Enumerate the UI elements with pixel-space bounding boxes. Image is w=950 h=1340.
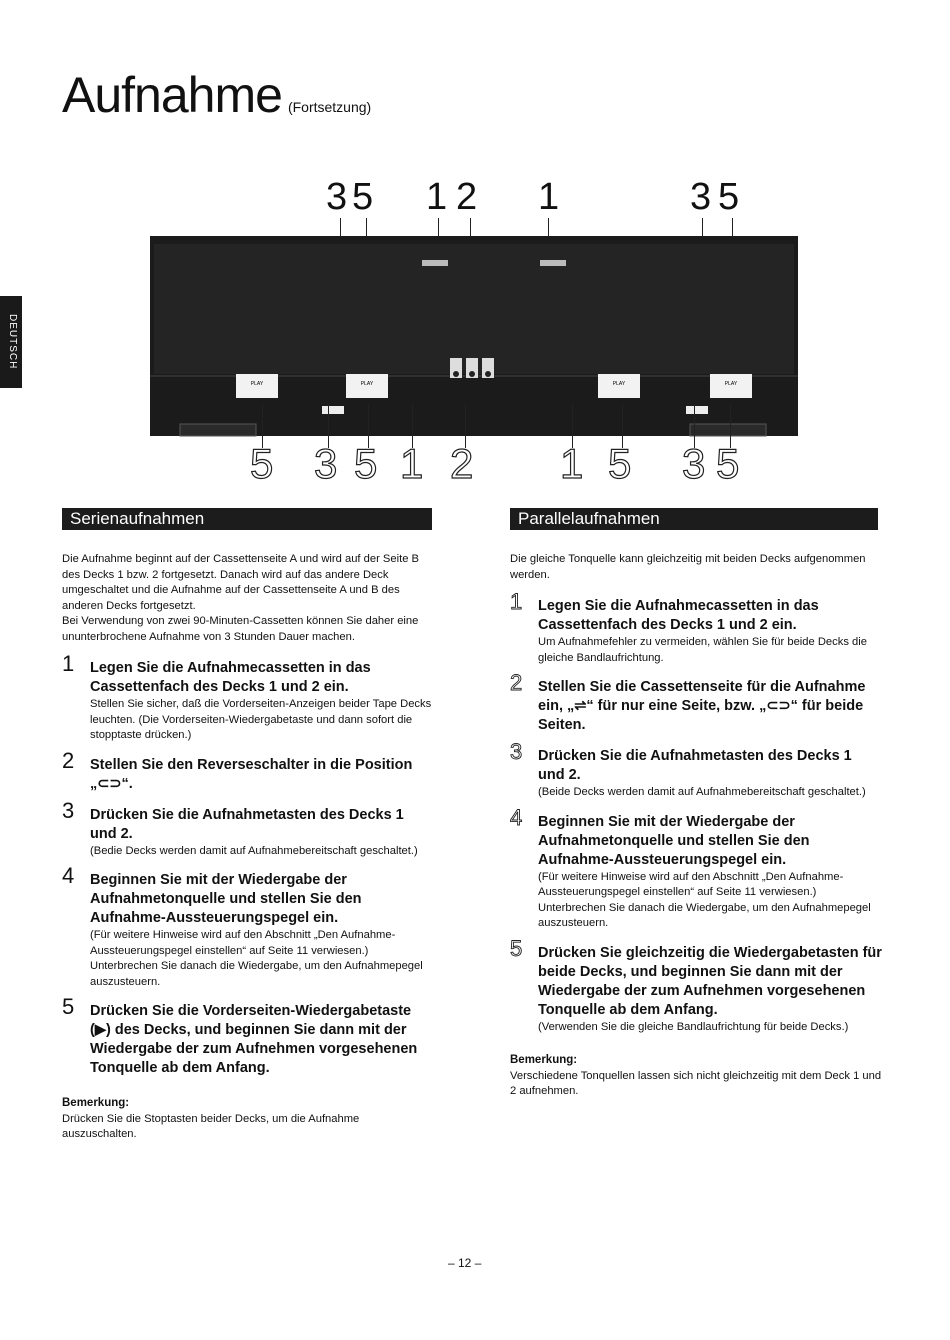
note-text: Drücken Sie die Stoptasten beider Decks, um die Aufnahme auszuschalten. [62, 1112, 360, 1140]
leader-line [340, 218, 341, 238]
step-heading: Drücken Sie gleichzeitig die Wiedergabetasten für beide Decks, und beginnen Sie dann mit der Wiedergabe der zum Aufnehmen vorgesehenen Tonquelle ab dem Anfang. [538, 944, 882, 1018]
step-number: 4 [510, 804, 523, 830]
leader-line [548, 218, 549, 238]
play-label: PLAY [250, 381, 264, 387]
step-heading: Beginnen Sie mit der Wiedergabe der Aufnahmetonquelle und stellen Sie den Aufnahme-Aussteuerungspegel ein. [90, 872, 362, 926]
play-label: PLAY [724, 381, 738, 387]
step-number: 1 [510, 589, 523, 614]
step-number: 3 [62, 797, 75, 823]
step-item [62, 863, 434, 990]
left-column [62, 552, 434, 1143]
step-body: Unterbrechen Sie danach die Wiedergabe, um den Aufnahmepegel auszusteuern. [90, 960, 423, 988]
step-number: 5 [510, 935, 523, 961]
leader-line [702, 218, 703, 238]
page-number: – 12 – [448, 1256, 482, 1270]
step-body: Um Aufnahmefehler zu vermeiden, wählen Sie für beide Decks die gleiche Bandlaufrichtung. [538, 636, 867, 664]
section-heading-label: Parallelaufnahmen [518, 509, 660, 528]
leader-line [732, 218, 733, 238]
step-body: (Für weitere Hinweise wird auf den Abschnitt „Den Aufnahme-Aussteuerungspegel einstellen“ auf Seite 11 verwiesen.) [538, 870, 844, 898]
step-heading: Drücken Sie die Aufnahmetasten des Decks 1 und 2. [90, 806, 404, 842]
callout-number: 1 [560, 440, 584, 487]
step-item [62, 994, 434, 1078]
callout-number: 3 [682, 440, 706, 487]
page-title-block [62, 66, 371, 124]
language-tab [0, 296, 22, 388]
step-item [62, 747, 434, 794]
step-body: (Verwenden Sie die gleiche Bandlaufrichtung für beide Decks.) [538, 1020, 849, 1033]
callout-number: 5 [608, 440, 632, 487]
leader-line [366, 218, 367, 238]
step-heading: Drücken Sie die Aufnahmetasten des Decks 1 und 2. [538, 748, 852, 783]
callout-number: 5 [718, 176, 740, 218]
section-heading-parallel [510, 508, 878, 530]
intro-paragraph: Die Aufnahme beginnt auf der Cassettenseite A und wird auf der Seite B des Decks 1 bzw. 2 fortgesetzt. Danach wird auf das andere Deck umgeschaltet und die Aufnahme auf der Cassettenseite A und B des anderen Decks fortgesetzt. [62, 553, 419, 612]
section-heading-label: Serienaufnahmen [70, 509, 205, 528]
note-label: Bemerkung: [510, 1054, 578, 1066]
step-item [510, 739, 882, 801]
step-body: (Bedie Decks werden damit auf Aufnahmebereitschaft geschaltet.) [90, 844, 418, 857]
step-item [510, 670, 882, 735]
callout-number: 1 [426, 176, 448, 218]
note-text: Verschiedene Tonquellen lassen sich nicht gleichzeitig mit dem Deck 1 und 2 aufnehmen. [510, 1069, 882, 1097]
callout-number: 3 [690, 176, 712, 218]
step-number: 3 [510, 739, 523, 764]
step-number: 2 [62, 747, 75, 773]
callout-number: 2 [456, 176, 478, 218]
step-heading: Stellen Sie die Cassettenseite für die Aufnahme ein, „⇌“ für nur eine Seite, bzw. „⊂⊃“ für beide Seiten. [538, 679, 866, 733]
step-body: Unterbrechen Sie danach die Wiedergabe, um den Aufnahmepegel auszusteuern. [538, 901, 871, 929]
step-heading: Legen Sie die Aufnahmecassetten in das Cassettenfach des Decks 1 und 2 ein. [90, 660, 371, 695]
callout-number: 2 [450, 440, 474, 487]
step-heading: Drücken Sie die Vorderseiten-Wiedergabetaste (▶) des Decks, und beginnen Sie dann mit der Wiedergabe der zum Aufnehmen vorgesehenen Tonquelle ab dem Anfang. [90, 1003, 418, 1076]
intro-paragraph: Die gleiche Tonquelle kann gleichzeitig mit beiden Decks aufgenommen werden. [510, 553, 866, 581]
step-item [510, 804, 882, 932]
cassette-deck-illustration [150, 236, 798, 442]
play-label: PLAY [612, 381, 626, 387]
step-item [510, 935, 882, 1036]
step-number: 1 [62, 651, 75, 676]
callout-number: 1 [538, 176, 560, 218]
leader-line [438, 218, 439, 238]
note-label: Bemerkung: [62, 1097, 130, 1109]
page-title: Aufnahme [62, 67, 282, 123]
step-number: 5 [62, 994, 75, 1019]
step-body: (Beide Decks werden damit auf Aufnahmebereitschaft geschaltet.) [538, 786, 866, 798]
intro-paragraph: Bei Verwendung von zwei 90-Minuten-Cassetten können Sie daher eine ununterbrochene Aufnahme von 3 Stunden Dauer machen. [62, 615, 419, 643]
callout-number: 1 [400, 440, 424, 487]
step-number: 2 [510, 670, 523, 695]
step-heading: Legen Sie die Aufnahmecassetten in das Cassettenfach des Decks 1 und 2 ein. [538, 598, 819, 633]
right-column [510, 552, 882, 1100]
step-item [510, 589, 882, 666]
step-item [62, 651, 434, 744]
step-body: (Für weitere Hinweise wird auf den Abschnitt „Den Aufnahme-Aussteuerungspegel einstellen“ auf Seite 11 verwiesen.) [90, 929, 396, 957]
page-subtitle: (Fortsetzung) [287, 99, 372, 115]
callout-number: 5 [352, 176, 374, 218]
callout-number: 5 [716, 440, 740, 487]
language-tab-label: DEUTSCH [7, 314, 18, 370]
step-heading: Stellen Sie den Reverseschalter in die Position „⊂⊃“. [90, 756, 413, 792]
callout-number: 5 [250, 440, 274, 487]
play-label: PLAY [360, 381, 374, 387]
callout-number: 5 [354, 440, 378, 487]
callout-number: 3 [326, 176, 348, 218]
step-heading: Beginnen Sie mit der Wiedergabe der Aufnahmetonquelle und stellen Sie den Aufnahme-Aussteuerungspegel ein. [538, 813, 810, 868]
leader-line [470, 218, 471, 238]
step-number: 4 [62, 863, 75, 888]
callout-number: 3 [314, 440, 338, 487]
step-body: Stellen Sie sicher, daß die Vorderseiten-Anzeigen beider Tape Decks leuchten. (Die Vorderseiten-Wiedergabetaste und dann sofort die stopptaste drücken.) [90, 698, 432, 741]
section-heading-serial [62, 508, 432, 530]
step-item [62, 797, 434, 860]
